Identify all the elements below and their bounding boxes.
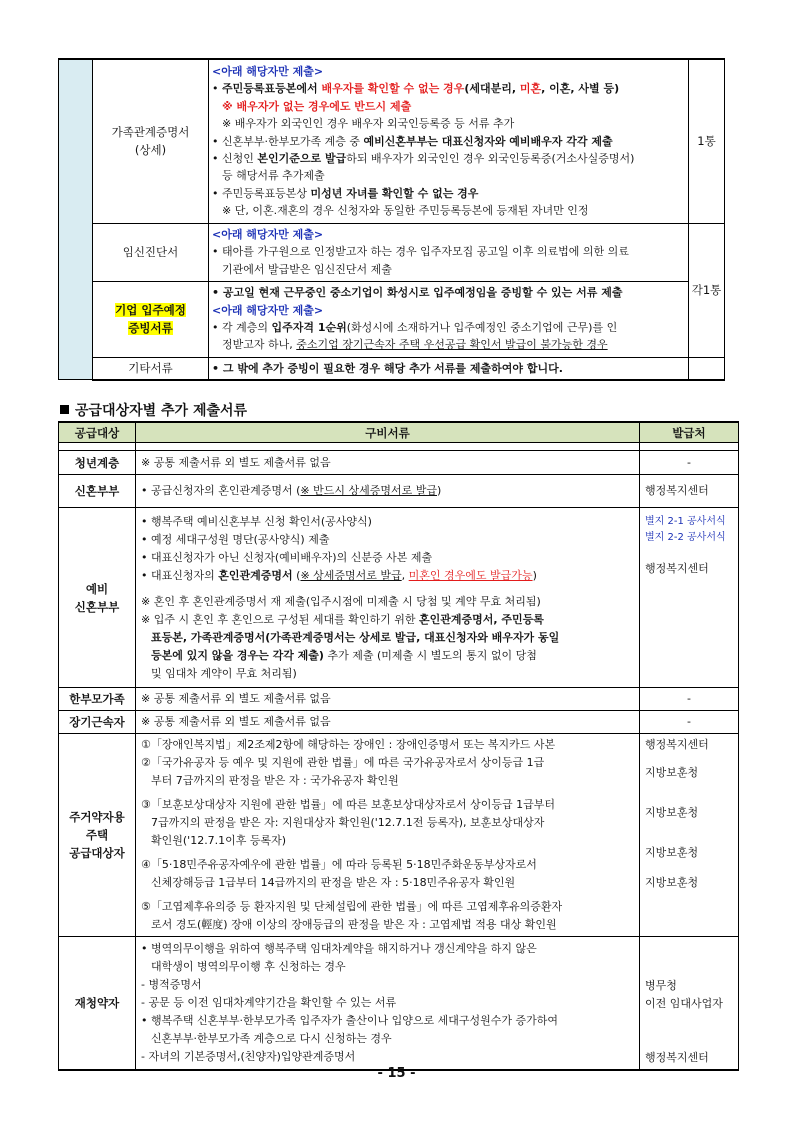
row-vulnerable-label: 주거약자용 주택 공급대상자 — [59, 734, 136, 937]
header-documents: 구비서류 — [136, 422, 640, 443]
header-issuer: 발급처 — [640, 422, 739, 443]
row-singleparent-issuer: - — [640, 688, 739, 711]
other-docs-count — [689, 357, 725, 380]
section-title: 공급대상자별 추가 제출서류 — [60, 400, 247, 420]
row-newlywed-docs: • 공급신청자의 혼인관계증명서 (※ 반드시 상세증명서로 발급) — [136, 475, 640, 508]
family-cert-content: <아래 해당자만 제출> • 주민등록표등본에서 배우자를 확인할 수 없는 경우(세대분리, 미혼, 이혼, 사별 등) ※ 배우자가 없는 경우에도 반드시 제출 ※ 배우자가 외국인인 경우 배우자 외국인등록증 등 서류 추가 • 신혼부부·한부모가족 계층 중 예비신혼부부는 대표신청자와 예비배우자 각각 제출 • 신청인 본인기준으로 발급하되 배우자가 외국인인 경우 외국인등록증(거소사실증명서) 등 해당서류 추가제출 • 주민등록표등본상 미성년 자녀를 확인할 수 없는 경우 ※ 단, 이혼.재혼의 경우 신청자와 동일한 주민등록등본에 등재된 자녀만 인정 — [209, 59, 689, 223]
row-vulnerable-docs: ①「장애인복지법」제2조제2항에 해당하는 장애인 : 장애인증명서 또는 복지카드 사본 ②「국가유공자 등 예우 및 지원에 관한 법률」에 따른 국가유공자로서 상이등급 1급 부터 7급까지의 판정을 받은 자 : 국가유공자 확인원 ③「보훈보상대상자 지원에 관한 법률」에 따른 보훈보상대상자로서 상이등급 1급부터 7급까지의 판정을 받은 자: 지원대상자 확인원('12.7.1전 등록자), 보훈보상대상자 확인원('12.7.1이후 등록자) ④「5·18민주유공자예우에 관한 법률」에 따라 등록된 5·18민주화운동부상자로서 신체장해등급 1급부터 14급까지의 판정을 받은 자 : 5·18민주유공자 확인원 ⑤「고엽제후유의증 등 환자지원 및 단체설립에 관한 법률」에 따른 고엽제후유의증환자 로서 경도(輕度) 장애 이상의 장애등급의 판정을 받은 자 : 고엽제법 적용 대상 확인원 — [136, 734, 640, 937]
supply-target-documents-table — [58, 421, 739, 1071]
row-youth-docs: ※ 공통 제출서류 외 별도 제출서류 없음 — [136, 451, 640, 475]
row-youth-issuer: - — [640, 451, 739, 475]
family-cert-count: 1통 — [689, 59, 725, 223]
row-prewed-label: 예비 신혼부부 — [59, 508, 136, 688]
row-newlywed-label: 신혼부부 — [59, 475, 136, 508]
row-newlywed-issuer: 행정복지센터 — [640, 475, 739, 508]
row-youth-label: 청년계층 — [59, 451, 136, 475]
company-cert-label: 기업 입주예정 증빙서류 — [93, 281, 209, 357]
row-longterm-docs: ※ 공통 제출서류 외 별도 제출서류 없음 — [136, 711, 640, 734]
row-prewed-docs: • 행복주택 예비신혼부부 신청 확인서(공사양식) • 예정 세대구성원 명단(공사양식) 제출 • 대표신청자가 아닌 신청자(예비배우자)의 신분증 사본 제출 • 대표신청자의 혼인관계증명서 (※ 상세증명서로 발급, 미혼인 경우에도 발급가능) ※ 혼인 후 혼인관계증명서 재 제출(입주시점에 미제출 시 당첨 및 계약 무효 처리됨) ※ 입주 시 혼인 후 혼인으로 구성된 세대를 확인하기 위한 혼인관계증명서, 주민등록 표등본, 가족관계증명서(가족관계증명서는 상세로 발급, 대표신청자와 배우자가 동일 등본에 있지 않을 경우는 각각 제출) 추가 제출 (미제출 시 별도의 통지 없이 당첨 및 임대차 계약이 무효 처리됨) — [136, 508, 640, 688]
row-reapply-docs: • 병역의무이행을 위하여 행복주택 임대차계약을 해지하거나 갱신계약을 하지 않은 대학생이 병역의무이행 후 신청하는 경우 - 병적증명서 - 공문 등 이전 임대차계약기간을 확인할 수 있는 서류 • 행복주택 신혼부부·한부모가족 입주자가 출산이나 입양으로 세대구성원수가 증가하여 신혼부부·한부모가족 계층으로 다시 신청하는 경우 - 자녀의 기본증명서,(친양자)입양관계증명서 — [136, 937, 640, 1071]
other-docs-content: • 그 밖에 추가 증빙이 필요한 경우 해당 추가 서류를 제출하여야 합니다. — [209, 357, 689, 380]
company-cert-count: 각1통 — [689, 223, 725, 357]
company-cert-content: • 공고일 현재 근무중인 중소기업이 화성시로 입주예정임을 증빙할 수 있는 서류 제출 <아래 해당자만 제출> • 각 계층의 입주자격 1순위(화성시에 소재하거나 입주예정인 중소기업에 근무)를 인 정받고자 하나, 중소기업 장기근속자 주택 우선공급 확인서 발급이 불가능한 경우 — [209, 281, 689, 357]
family-cert-label: 가족관계증명서 (상세) — [93, 59, 209, 223]
row-prewed-issuer: 별지 2-1 공사서식 별지 2-2 공사서식 행정복지센터 — [640, 508, 739, 688]
row-reapply-issuer: 병무청 이전 임대사업자 행정복지센터 — [640, 937, 739, 1071]
side-shaded-cell — [59, 59, 93, 380]
other-docs-label: 기타서류 — [93, 357, 209, 380]
row-longterm-label: 장기근속자 — [59, 711, 136, 734]
row-singleparent-docs: ※ 공통 제출서류 외 별도 제출서류 없음 — [136, 688, 640, 711]
row-longterm-issuer: - — [640, 711, 739, 734]
row-singleparent-label: 한부모가족 — [59, 688, 136, 711]
row-reapply-label: 재청약자 — [59, 937, 136, 1071]
required-documents-table — [58, 58, 725, 381]
pregnancy-cert-label: 임신진단서 — [93, 223, 209, 281]
row-vulnerable-issuer: 행정복지센터 지방보훈청 지방보훈청 지방보훈청 지방보훈청 — [640, 734, 739, 937]
pregnancy-cert-content: <아래 해당자만 제출> • 태아를 가구원으로 인정받고자 하는 경우 입주자모집 공고일 이후 의료법에 의한 의료 기관에서 발급받은 임신진단서 제출 — [209, 223, 689, 281]
header-target: 공급대상 — [59, 422, 136, 443]
page-number: - 15 - — [377, 1066, 416, 1081]
